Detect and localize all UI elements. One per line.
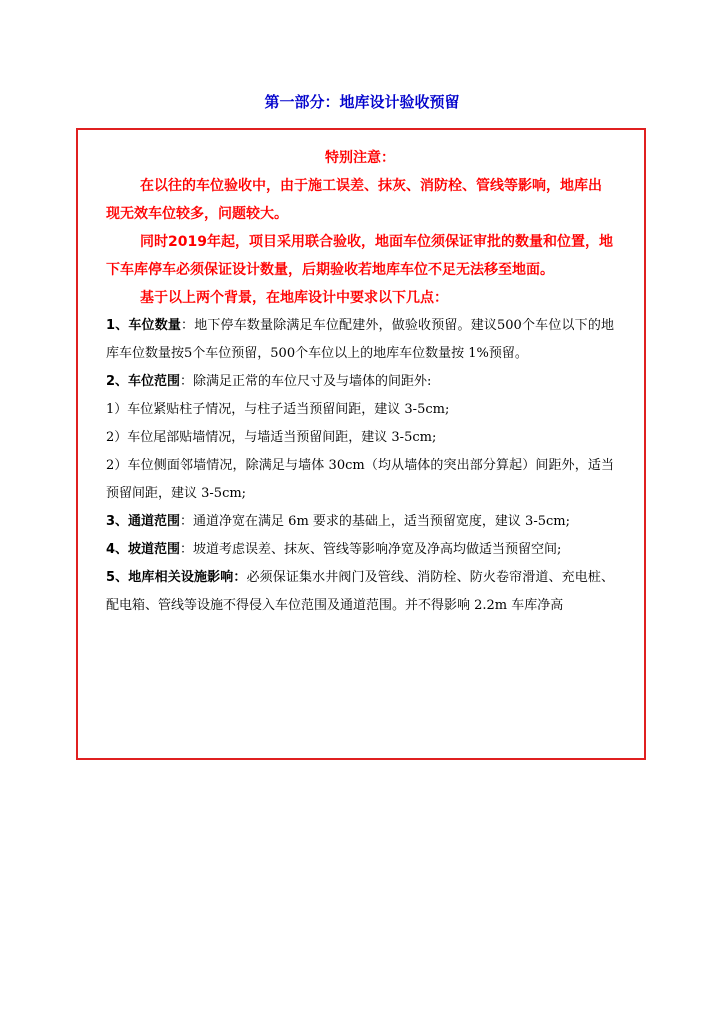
page-title: 第一部分：地库设计验收预留 [264, 93, 460, 111]
requirement-item-2-sub-3: 2）车位侧面邻墙情况，除满足与墙体 30cm（均从墙体的突出部分算起）间距外，适当预留间距，建议 3-5cm; [106, 458, 614, 501]
requirement-item-4-heading: 4、坡道范围 [106, 542, 181, 557]
notice-paragraph-2: 同时2019年起，项目采用联合验收，地面车位须保证审批的数量和位置，地下车库停车必须保证设计数量，后期验收若地库车位不足无法移至地面。 [106, 234, 613, 278]
notice-heading: 特别注意： [325, 150, 395, 166]
requirement-item-5 [106, 564, 614, 620]
requirement-item-5-heading: 5、地库相关设施影响： [106, 570, 247, 585]
requirement-item-4 [106, 536, 614, 564]
requirement-item-1 [106, 312, 614, 368]
requirement-item-2 [106, 368, 614, 396]
requirement-item-2-body: ：除满足正常的车位尺寸及与墙体的间距外: [180, 374, 432, 389]
notice-paragraph-3: 基于以上两个背景，在地库设计中要求以下几点： [140, 290, 448, 306]
requirement-item-5-body: 必须保证集水井阀门及管线、消防栓、防火卷帘滑道、充电桩、配电箱、管线等设施不得侵入车位范围及通道范围。并不得影响 2.2m 车库净高 [106, 570, 614, 613]
requirement-item-3-heading: 3、通道范围 [106, 514, 181, 529]
requirement-item-1-heading: 1、车位数量 [106, 318, 182, 333]
requirement-item-4-body: ：坡道考虑误差、抹灰、管线等影响净宽及净高均做适当预留空间; [180, 542, 562, 557]
requirement-item-1-body: ：地下停车数量除满足车位配建外，做验收预留。建议500个车位以下的地库车位数量按5个车位预留，500个车位以上的地库车位数量按 1%预留。 [106, 318, 614, 361]
requirement-item-2-sub-2: 2）车位尾部贴墙情况，与墙适当预留间距，建议 3-5cm; [106, 430, 437, 445]
requirement-item-2-heading: 2、车位范围 [106, 374, 181, 389]
notice-paragraph-1: 在以往的车位验收中，由于施工误差、抹灰、消防栓、管线等影响，地库出现无效车位较多，问题较大。 [106, 178, 602, 222]
requirement-item-3 [106, 508, 614, 536]
requirement-item-2-sub-1: 1）车位紧贴柱子情况，与柱子适当预留间距，建议 3-5cm; [106, 402, 450, 417]
notice-content [106, 144, 614, 620]
requirement-item-3-body: ：通道净宽在满足 6m 要求的基础上，适当预留宽度，建议 3-5cm; [180, 514, 570, 529]
